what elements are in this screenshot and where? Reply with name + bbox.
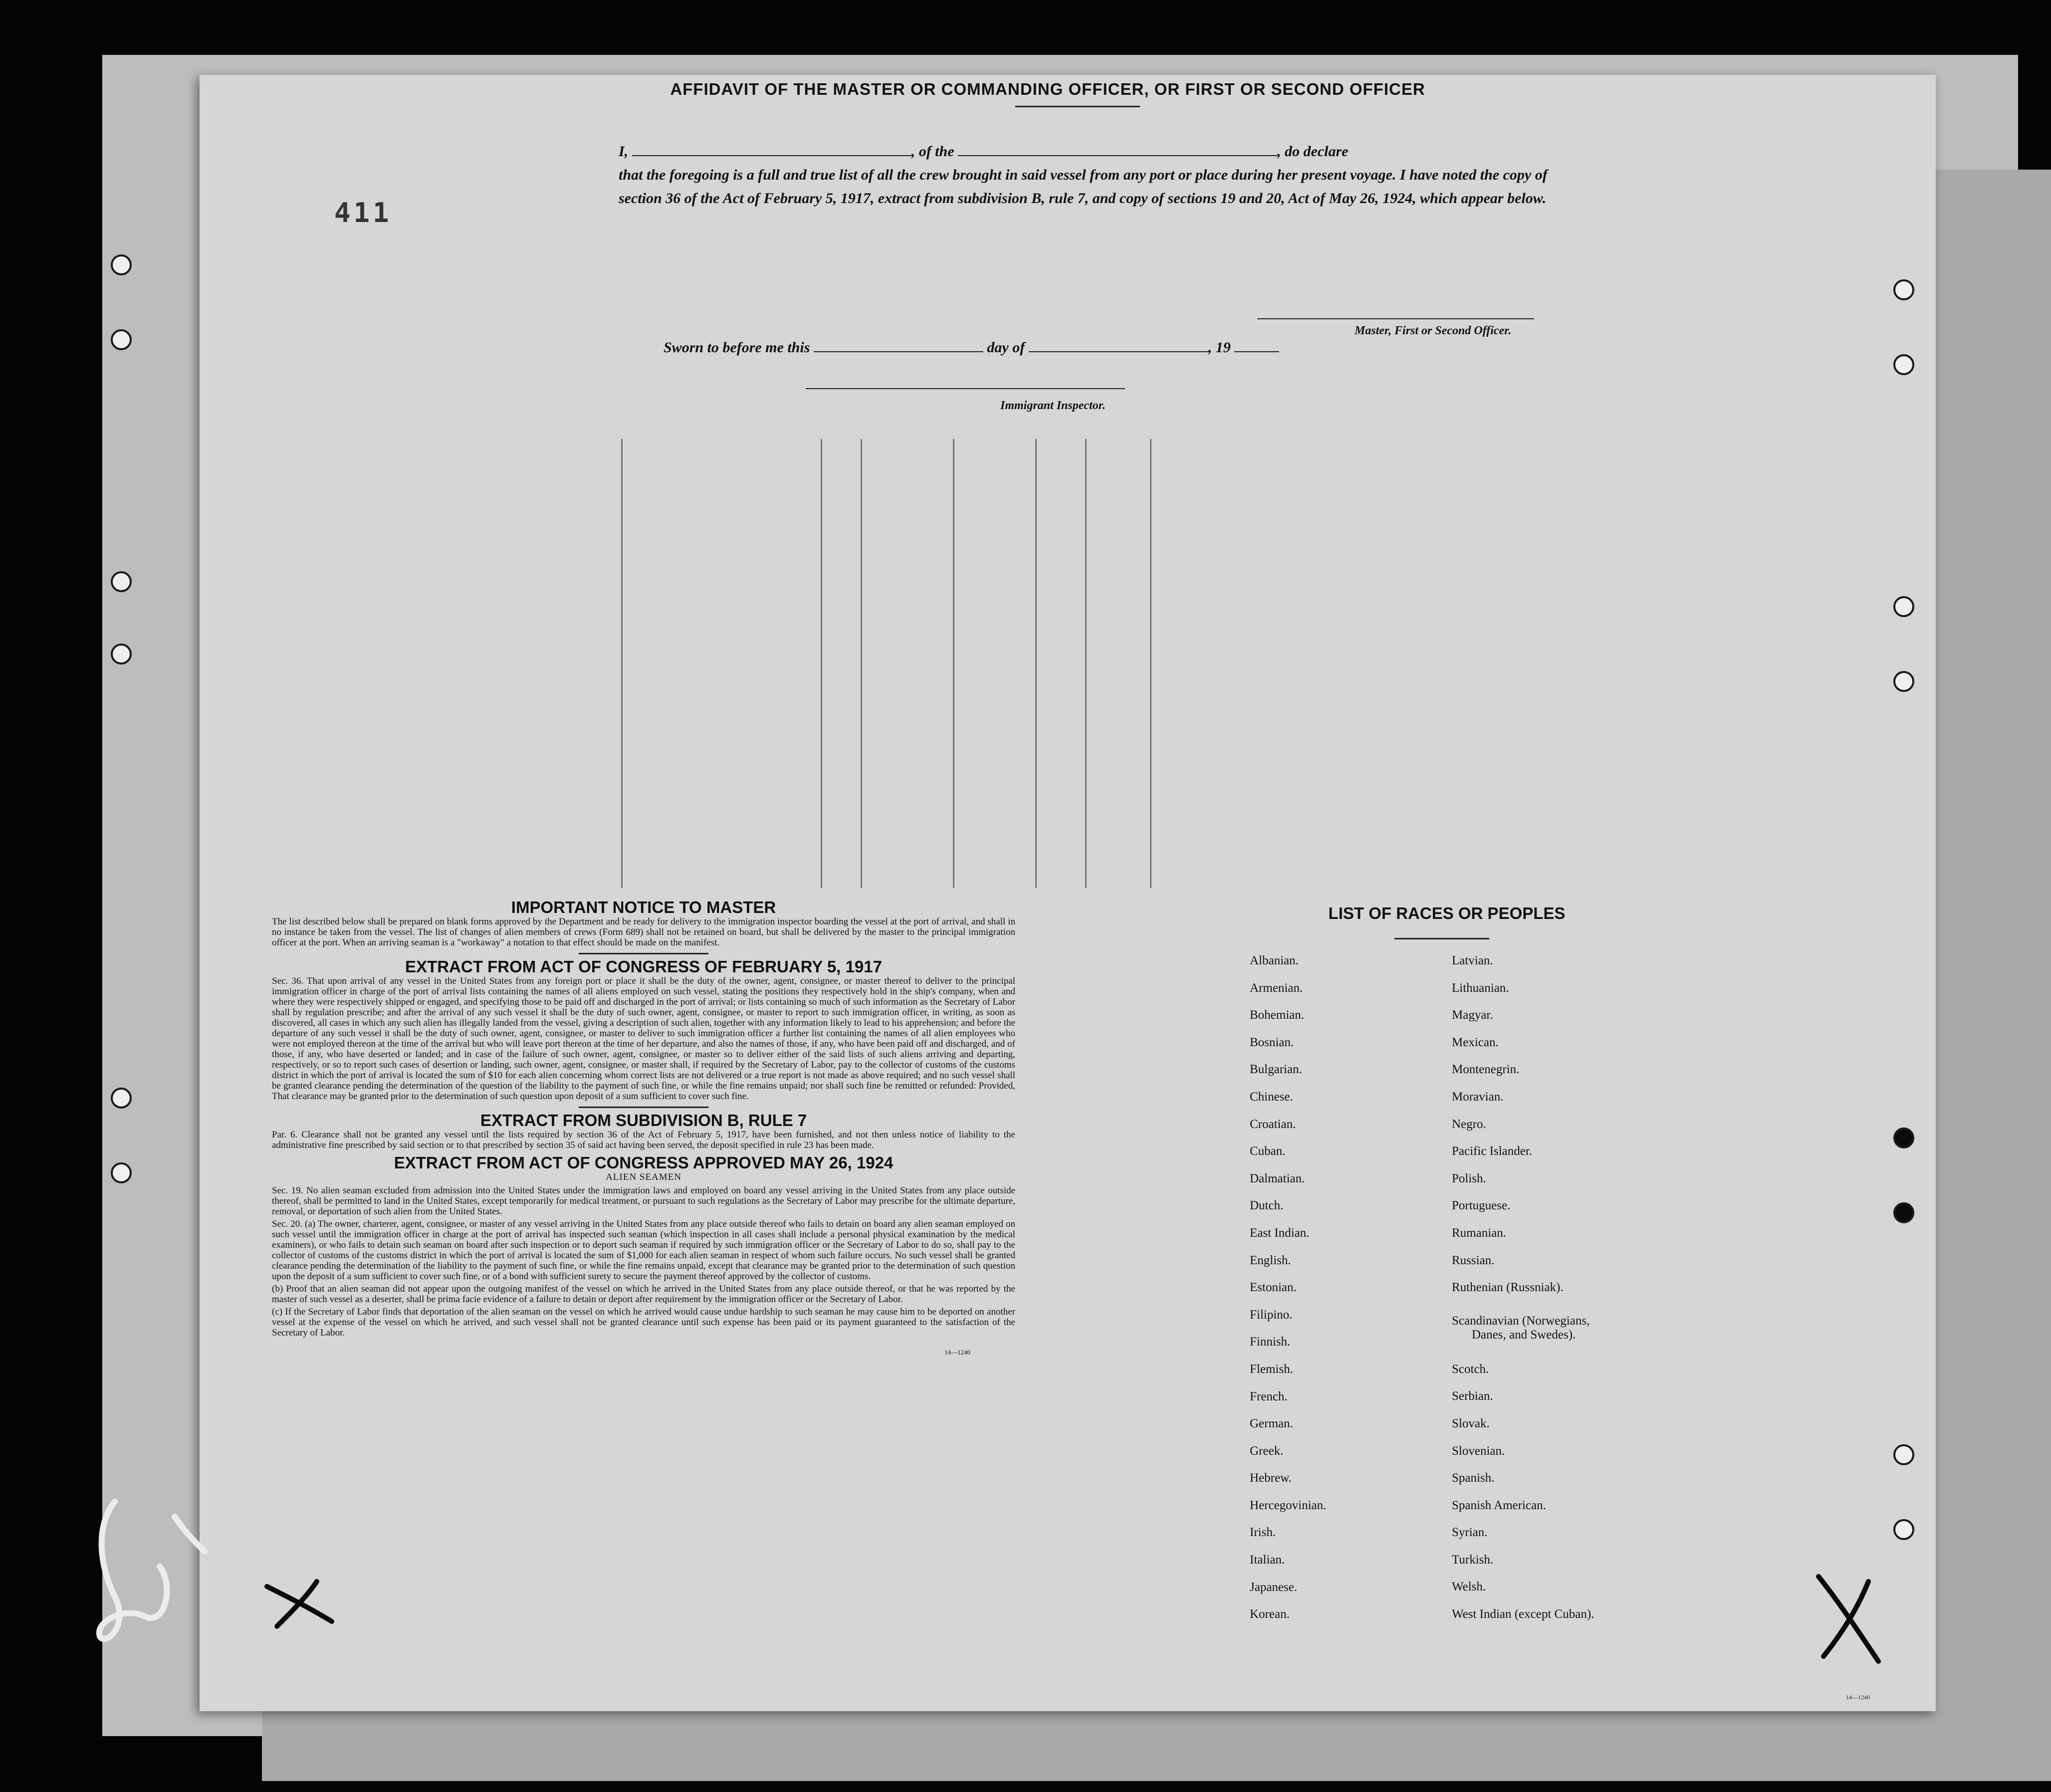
decl-of-the: , of the xyxy=(911,143,954,160)
race-item: Italian. xyxy=(1250,1553,1285,1567)
punch-hole xyxy=(111,1162,132,1183)
stamped-number: 411 xyxy=(334,197,392,228)
vessel-blank[interactable] xyxy=(958,155,1277,156)
race-item: Irish. xyxy=(1250,1526,1276,1540)
race-item: Spanish American. xyxy=(1452,1498,1546,1512)
section-divider xyxy=(579,1107,708,1108)
race-item: English. xyxy=(1250,1253,1291,1267)
sworn-text-3: , 19 xyxy=(1208,339,1231,356)
race-item: Scandinavian (Norwegians, xyxy=(1452,1314,1590,1328)
punch-hole xyxy=(1893,1444,1914,1465)
name-blank[interactable] xyxy=(632,155,912,156)
race-item: Russian. xyxy=(1452,1253,1495,1267)
handwritten-scrawl-left xyxy=(85,1487,215,1656)
declaration-text xyxy=(619,140,1567,210)
punch-hole xyxy=(111,1088,132,1109)
extract3-para1: Sec. 19. No alien seaman excluded from admission into the United States under the immigration laws and employed on board any vessel arriving in the United States from any place outside thereof, shall be permitted to land in the United States, except temporarily for medical treatment, or pursuant to such regulations as the Secretary of Labor may prescribe for the ultimate departure, removal, or deportation of such alien from the United States. xyxy=(272,1185,1015,1217)
race-item: Slovenian. xyxy=(1452,1444,1505,1458)
race-item: West Indian (except Cuban). xyxy=(1452,1607,1595,1621)
extract2-title: EXTRACT FROM SUBDIVISION B, RULE 7 xyxy=(480,1111,807,1129)
inspector-signature-line xyxy=(806,388,1125,389)
race-item: Welsh. xyxy=(1452,1580,1486,1594)
extract3-title: EXTRACT FROM ACT OF CONGRESS APPROVED MAY 26, 1924 xyxy=(394,1153,894,1172)
master-label: Master, First or Second Officer. xyxy=(1355,324,1512,337)
race-item: Polish. xyxy=(1452,1171,1486,1185)
punch-hole xyxy=(111,571,132,592)
race-item: Finnish. xyxy=(1250,1335,1291,1349)
race-item: Croatian. xyxy=(1250,1117,1296,1131)
punch-hole xyxy=(1893,671,1914,692)
races-left-column xyxy=(1250,954,1326,1635)
punch-hole xyxy=(1893,1127,1914,1148)
race-item: Mexican. xyxy=(1452,1035,1499,1049)
race-item: Pacific Islander. xyxy=(1452,1144,1533,1158)
race-item: Turkish. xyxy=(1452,1553,1494,1567)
race-item: Syrian. xyxy=(1452,1526,1488,1540)
master-signature-line xyxy=(1257,318,1534,319)
race-item: Greek. xyxy=(1250,1444,1284,1458)
race-item: Flemish. xyxy=(1250,1362,1293,1376)
column-rule xyxy=(821,439,822,888)
form-number: 14—1240 xyxy=(944,1348,970,1356)
affidavit-title: AFFIDAVIT OF THE MASTER OR COMMANDING OFFICER, OR FIRST OR SECOND OFFICER xyxy=(670,80,1425,98)
punch-hole xyxy=(1893,354,1914,375)
race-item: Portuguese. xyxy=(1452,1199,1511,1213)
races-underline xyxy=(1394,938,1489,939)
column-rule xyxy=(953,439,954,888)
race-item: Ruthenian (Russniak). xyxy=(1452,1281,1564,1295)
race-item: East Indian. xyxy=(1250,1226,1310,1240)
sworn-text-1: Sworn to before me this xyxy=(664,339,810,356)
race-item: Korean. xyxy=(1250,1607,1290,1621)
handwritten-x-mark-left xyxy=(262,1576,337,1631)
column-rule xyxy=(1035,439,1037,888)
column-rule xyxy=(1150,439,1151,888)
extract1-title: EXTRACT FROM ACT OF CONGRESS OF FEBRUARY 5, 1917 xyxy=(405,957,882,976)
inspector-label: Immigrant Inspector. xyxy=(1000,399,1106,412)
race-item: Hebrew. xyxy=(1250,1471,1292,1485)
race-item: Danes, and Swedes). xyxy=(1472,1328,1576,1342)
race-item: Scotch. xyxy=(1452,1362,1489,1376)
sworn-line xyxy=(664,339,1362,356)
race-item: Albanian. xyxy=(1250,954,1299,967)
sworn-month-blank[interactable] xyxy=(1029,351,1208,352)
race-item: Bosnian. xyxy=(1250,1035,1294,1049)
race-item: Montenegrin. xyxy=(1452,1063,1520,1077)
bottom-form-number: 14—1240 xyxy=(1846,1694,1870,1701)
race-item: Japanese. xyxy=(1250,1580,1298,1594)
punch-hole xyxy=(1893,596,1914,617)
notice-title: IMPORTANT NOTICE TO MASTER xyxy=(511,898,776,916)
column-rule xyxy=(1085,439,1087,888)
race-item: French. xyxy=(1250,1389,1288,1403)
race-item: Bohemian. xyxy=(1250,1008,1305,1022)
races-title: LIST OF RACES OR PEOPLES xyxy=(1328,904,1566,922)
race-item: Negro. xyxy=(1452,1117,1486,1131)
punch-hole xyxy=(111,644,132,665)
races-right-column xyxy=(1452,954,1594,1635)
race-item: Dutch. xyxy=(1250,1199,1284,1213)
sworn-text-2: day of xyxy=(987,339,1025,356)
race-item: Filipino. xyxy=(1250,1308,1293,1322)
race-item: Armenian. xyxy=(1250,981,1303,995)
sworn-day-blank[interactable] xyxy=(814,351,983,352)
race-item: German. xyxy=(1250,1417,1293,1431)
notice-section xyxy=(272,898,1015,1357)
race-item: Estonian. xyxy=(1250,1281,1297,1295)
column-rule xyxy=(621,439,623,888)
extract1-body: Sec. 36. That upon arrival of any vessel in the United States from any foreign port or place it shall be the duty of the owner, agent, consignee, or master thereof to deliver to the principal immigration officer in charge of the port of arrival lists containing the names of all aliens employed on such vessel, stating the positions they respectively hold in the ship's company, when and where they were respectively shipped or engaged, and specifying those to be paid off and discharged in the port of arrival; or lists containing so much of such information as the Secretary of Labor shall by regulation prescribe; and after the arrival of any such vessel it shall be the duty of such owner, agent, consignee, or master to report to such immigration officer, in writing, as soon as discovered, all cases in which any such alien has illegally landed from the vessel, giving a description of such alien, together with any information likely to lead to his apprehension; and before the departure of any such vessel it shall be the duty of such owner, agent, consignee, or master to deliver to such immigration officer a further list containing the names of all alien employees who were not employed thereon at the time of the arrival but who will leave port thereon at the time of her departure, and also the names of those, if any, who have been paid off and discharged, and of those, if any, who have deserted or landed; and in case of the failure of such owner, agent, consignee, or master so to deliver either of the said lists of such aliens arriving and departing, respectively, or so to report such cases of desertion or landing, such owner, agent, consignee, or master shall, if required by the Secretary of Labor, pay to the collector of customs of the customs district in which the port of arrival is located the sum of $10 for each alien concerning whom correct lists are not delivered or a true report is not made as above required; and no such vessel shall be granted clearance pending the determination of the question of the liability to the payment of such fine, or while the fine remains unpaid; nor shall such fine be remitted or refunded: Provided, That clearance may be granted prior to the determination of such question upon deposit of a sum sufficient to cover such fine. xyxy=(272,976,1015,1102)
extract3-para3: (b) Proof that an alien seaman did not appear upon the outgoing manifest of the vessel on which he arrived in the United States from any place outside thereof, or that he was reported by the master of such vessel as a deserter, shall be prima facie evidence of a failure to detain or deport after requirement by the immigration officer or the Secretary of Labor. xyxy=(272,1284,1015,1305)
sworn-year-blank[interactable] xyxy=(1234,351,1279,352)
punch-hole xyxy=(1893,279,1914,300)
extract3-para4: (c) If the Secretary of Labor finds that deportation of the alien seaman on the vessel on which he arrived would cause undue hardship to such seaman he may cause him to be deported on another vessel at the expense of the vessel on which he arrived, and such vessel shall not be granted clearance until such expense has been paid or its payment guaranteed to the satisfaction of the Secretary of Labor. xyxy=(272,1307,1015,1338)
punch-hole xyxy=(111,254,132,275)
punch-hole xyxy=(1893,1519,1914,1540)
column-rule xyxy=(861,439,862,888)
race-item: Spanish. xyxy=(1452,1471,1495,1485)
handwritten-x-mark-right xyxy=(1809,1571,1888,1666)
race-item: Moravian. xyxy=(1452,1090,1504,1104)
title-underline xyxy=(1015,106,1140,107)
race-item: Rumanian. xyxy=(1452,1226,1507,1240)
race-item: Bulgarian. xyxy=(1250,1063,1302,1077)
decl-body: that the foregoing is a full and true list of all the crew brought in said vessel from any port or place during her present voyage. I have noted the copy of section 36 of the Act of February 5, 1917, extract from subdivision B, rule 7, and copy of sections 19 and 20, Act of May 26, 1924, which appear below. xyxy=(619,167,1548,207)
punch-hole xyxy=(1893,1202,1914,1223)
extract3-subtitle: ALIEN SEAMEN xyxy=(606,1172,682,1182)
race-item: Lithuanian. xyxy=(1452,981,1509,995)
race-item: Cuban. xyxy=(1250,1144,1286,1158)
race-item: Magyar. xyxy=(1452,1008,1493,1022)
decl-do-declare: , do declare xyxy=(1277,143,1349,160)
race-item: Serbian. xyxy=(1452,1389,1493,1403)
race-item: Dalmatian. xyxy=(1250,1171,1305,1185)
section-divider xyxy=(579,953,708,954)
affidavit-form-page xyxy=(200,75,1936,1711)
punch-hole xyxy=(111,329,132,350)
race-item: Slovak. xyxy=(1452,1416,1490,1430)
decl-i: I, xyxy=(619,143,629,160)
race-item: Latvian. xyxy=(1452,954,1493,967)
race-item: Hercegovinian. xyxy=(1250,1498,1327,1512)
extract3-para2: Sec. 20. (a) The owner, charterer, agent, consignee, or master of any vessel arriving in the United States from any place outside thereof who fails to detain on board any alien seaman employed on such vessel until the immigration officer in charge at the port of arrival has inspected such seaman (which inspection in all cases shall include a personal physical examination by the medical examiners), or who fails to detain such seaman on board after such inspection or to deport such seaman if required by such immigration officer or the Secretary of Labor to do so, shall pay to the collector of customs of the customs district in which the port of arrival is located the sum of $1,000 for each alien seaman in respect of whom such failure occurs. No such vessel shall be granted clearance pending the determination of the liability to the payment of such fine, or while the fine remains unpaid, except that clearance may be granted prior to the determination of such question upon the deposit of a sum sufficient to cover such fine, or of a bond with sufficient surety to secure the payment thereof approved by the collector of customs. xyxy=(272,1219,1015,1282)
race-item: Chinese. xyxy=(1250,1090,1293,1104)
notice-body: The list described below shall be prepared on blank forms approved by the Department and be ready for delivery to the immigration inspector boarding the vessel at the port of arrival, and shall in no instance be taken from the vessel. The list of changes of alien members of crews (Form 689) shall not be retained on board, but shall be delivered by the master to the principal immigration officer at the port. When an arriving seaman is a "workaway" a notation to that effect should be made on the manifest. xyxy=(272,916,1015,948)
extract2-body: Par. 6. Clearance shall not be granted any vessel until the lists required by section 36 of the Act of February 5, 1917, have been furnished, and not then unless notice of liability to the administrative fine prescribed by said section or to that prescribed by section 35 of said act having been served, the deposit specified in rule 23 has been made. xyxy=(272,1129,1015,1150)
